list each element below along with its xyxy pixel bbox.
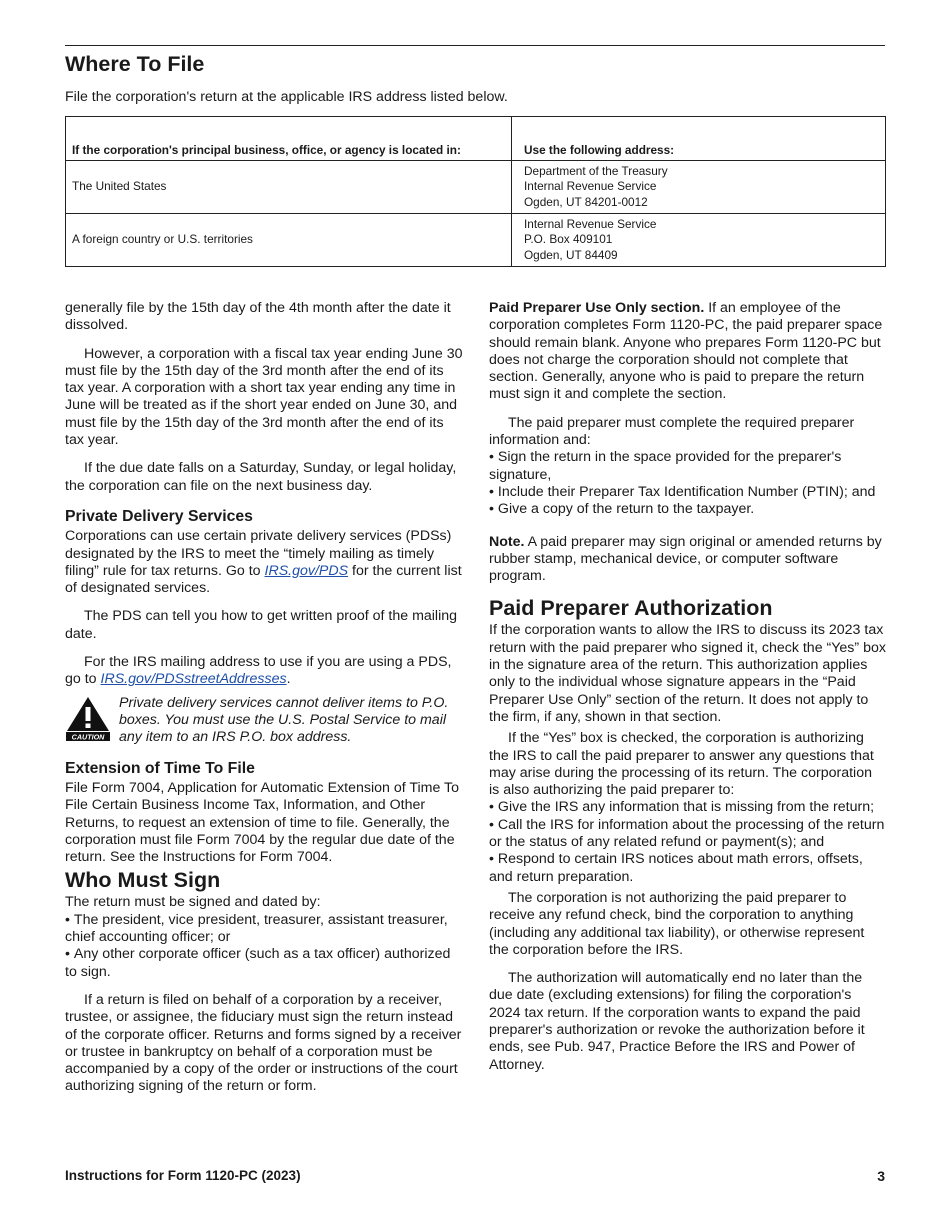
text-span: for the current list of designated services.: [65, 562, 462, 597]
caution-icon: [65, 695, 111, 741]
private-delivery-services-heading: Private Delivery Services: [65, 507, 253, 525]
paragraph: If the due date falls on a Saturday, Sunday, or legal holiday, the corporation can file on the next business day.: [65, 460, 457, 494]
table-header-location: If the corporation's principal business, office, or agency is located in:: [66, 117, 512, 161]
left-column: [65, 300, 463, 1107]
text-span: A paid preparer may sign original or amended returns by rubber stamp, mechanical device, or computer software program.: [489, 533, 882, 585]
table-row: [66, 161, 886, 214]
paragraph: However, a corporation with a fiscal tax year ending June 30 must file by the 15th day of the 3rd month after the end of its tax year. A corporation with a short tax year ending any time in June will be treated as if the short year ended on June 30, and must file by the 15th day of the 3rd month after the end of its tax year.: [65, 345, 463, 449]
irs-pds-street-addresses-link[interactable]: IRS.gov/PDSstreetAddresses: [100, 671, 287, 688]
where-to-file-intro: File the corporation's return at the applicable IRS address listed below.: [65, 89, 508, 105]
list-item: • Give a copy of the return to the taxpayer.: [489, 501, 886, 518]
top-rule: [65, 45, 885, 46]
page-number: 3: [877, 1168, 885, 1184]
list-item: • Call the IRS for information about the processing of the return or the status of any related refund or payment(s); and: [489, 817, 886, 852]
who-must-sign-heading: Who Must Sign: [65, 868, 221, 893]
caution-text: Private delivery services cannot deliver items to P.O. boxes. You must use the U.S. Postal Service to mail any item to an IRS P.O. box address.: [119, 694, 449, 746]
right-column: [489, 300, 886, 1085]
table-header-address: Use the following address:: [512, 117, 886, 161]
paragraph: [489, 300, 886, 404]
table-cell-address: [512, 214, 886, 267]
address-line: Department of the Treasury: [524, 163, 668, 178]
text-span: For the IRS mailing address to use if you are using a PDS, go to: [65, 654, 452, 688]
bullet-list: [489, 449, 886, 518]
address-line: Ogden, UT 84201-0012: [524, 194, 648, 209]
list-item: • Include their Preparer Tax Identification Number (PTIN); and: [489, 484, 886, 501]
paragraph: [65, 528, 463, 597]
paragraph: generally file by the 15th day of the 4th month after the date it dissolved.: [65, 300, 451, 334]
where-to-file-heading: Where To File: [65, 52, 205, 76]
address-line: Internal Revenue Service: [524, 179, 657, 194]
table-row: [66, 214, 886, 267]
list-item: • Any other corporate officer (such as a tax officer) authorized to sign.: [65, 946, 463, 981]
footer-form-title: Instructions for Form 1120-PC (2023): [65, 1168, 301, 1183]
address-table-header: [66, 117, 886, 161]
text-span: .: [286, 671, 291, 688]
lead-in: Paid Preparer Use Only section.: [489, 300, 705, 316]
list-item: • Sign the return in the space provided for the preparer's signature,: [489, 449, 886, 484]
irs-pds-link[interactable]: IRS.gov/PDS: [264, 562, 349, 579]
paragraph: The corporation is not authorizing the paid preparer to receive any refund check, bind the corporation to anything (including any additional tax liability), or otherwise represent the corporation before the IRS.: [489, 889, 865, 958]
paragraph: The paid preparer must complete the required preparer information and:: [489, 414, 855, 449]
table-cell-location: A foreign country or U.S. territories: [66, 214, 512, 267]
text-span: If an employee of the corporation completes Form 1120-PC, the paid preparer space should remain blank. Anyone who prepares Form 1120-PC but does not charge the corporation should not complete that section. Generally, anyone who is paid to prepare the return must sign it and complete the section.: [489, 300, 883, 403]
paragraph: [489, 534, 886, 586]
lead-in: Note.: [489, 533, 525, 550]
paragraph: File Form 7004, Application for Automatic Extension of Time To File Certain Business Income Tax, Information, and Other Returns, to request an extension of time to file. Generally, the corporation must file Form 7004 by the regular due date of the return. See the Instructions for Form 7004.: [65, 779, 460, 866]
paragraph: If the corporation wants to allow the IRS to discuss its 2023 tax return with the paid preparer who signed it, check the “Yes” box in the signature area of the return. This authorization applies only to the individual whose signature appears in the “Paid Preparer Use Only” section of the return. It does not apply to the firm, if any, shown in that section.: [489, 622, 886, 725]
bullet-list: [65, 912, 463, 981]
table-cell-location: The United States: [66, 161, 512, 214]
paragraph: The return must be signed and dated by:: [65, 894, 321, 911]
address-line: P.O. Box 409101: [524, 232, 613, 247]
paid-preparer-authorization-heading: Paid Preparer Authorization: [489, 596, 773, 621]
address-table: [65, 116, 886, 267]
list-item: • Give the IRS any information that is missing from the return;: [489, 799, 886, 816]
caution-box: [65, 695, 463, 747]
list-item: • The president, vice president, treasurer, assistant treasurer, chief accounting officer; or: [65, 912, 463, 947]
extension-heading: Extension of Time To File: [65, 759, 255, 777]
paragraph: [65, 654, 463, 689]
address-line: Internal Revenue Service: [524, 216, 657, 231]
table-cell-address: [512, 161, 886, 214]
paragraph: The PDS can tell you how to get written proof of the mailing date.: [65, 608, 458, 642]
caution-label: CAUTION: [71, 731, 105, 741]
bullet-list: [489, 799, 886, 885]
text-span: Corporations can use certain private delivery services (PDSs) designated by the IRS to meet the “timely mailing as timely filing” rule for tax returns. Go to: [65, 528, 452, 579]
paragraph: If a return is filed on behalf of a corporation by a receiver, trustee, or assignee, the fiduciary must sign the return instead of the corporate officer. Returns and forms signed by a receiver or trustee in bankruptcy on behalf of a corporation must be accompanied by a copy of the order or instructions of the court authorizing signing of the return or form.: [65, 991, 462, 1095]
address-line: Ogden, UT 84409: [524, 247, 618, 262]
list-item: • Respond to certain IRS notices about math errors, offsets, and return preparation.: [489, 851, 886, 886]
paragraph: The authorization will automatically end no later than the due date (excluding extensions) for filing the corporation's 2024 tax return. If the corporation wants to expand the paid preparer's authorization or revoke the authorization before it ends, see Pub. 947, Practice Before the IRS and Power of Attorney.: [489, 970, 865, 1073]
paragraph: If the “Yes” box is checked, the corporation is authorizing the IRS to call the paid preparer to answer any questions that may arise during the processing of its return. The corporation is also authorizing the paid preparer to:: [489, 730, 874, 799]
